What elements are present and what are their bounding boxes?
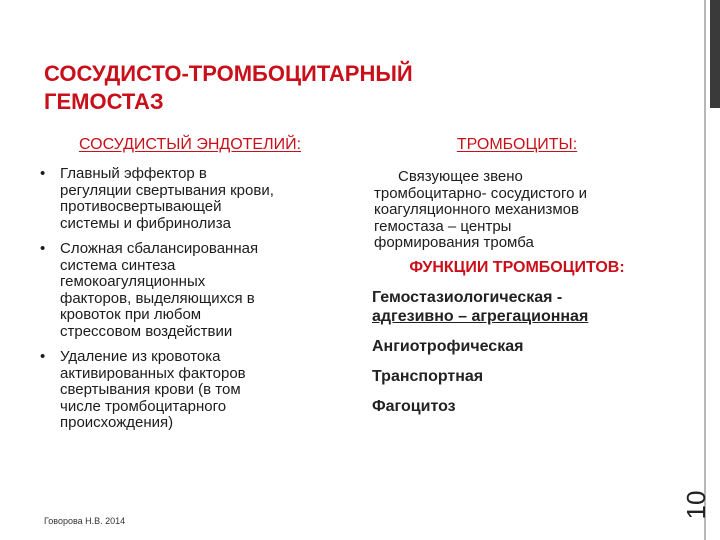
- bullet-item: [40, 241, 360, 340]
- title-line: ГЕМОСТАЗ: [44, 89, 164, 114]
- function-line: адгезивно – агрегационная: [372, 307, 589, 325]
- description-line: формирования тромба: [374, 234, 534, 251]
- endothelium-column: [40, 136, 360, 441]
- bullet-line: системы и фибринолиза: [60, 214, 231, 232]
- slide-title: [44, 60, 644, 116]
- platelets-column: [372, 136, 662, 416]
- bullet-line: система синтеза: [60, 256, 176, 274]
- footer-author: Говорова Н.В. 2014: [44, 516, 126, 526]
- bullet-dot: •: [40, 240, 46, 257]
- bullet-item: [40, 349, 360, 432]
- bullet-line: Главный эффектор в: [60, 165, 207, 182]
- endothelium-bullets: [40, 166, 360, 432]
- bullet-line: свертывания крови (в том: [60, 381, 241, 398]
- function-line: Гемостазиологическая -: [372, 288, 563, 306]
- function-transport: Транспортная: [372, 367, 484, 385]
- description-line: коагуляционного механизмов: [374, 201, 579, 218]
- function-phagocytosis: Фагоцитоз: [372, 397, 456, 415]
- bullet-line: кровоток при любом: [60, 306, 202, 323]
- description-line: тромбоцитарно- сосудистого и: [374, 184, 587, 202]
- bullet-line: противосвертывающей: [60, 198, 222, 215]
- function-hemostasiological: [372, 288, 662, 326]
- decorative-bar: [710, 0, 720, 108]
- description-line: Связующее звено: [398, 168, 523, 185]
- bullet-line: происхождения): [60, 414, 174, 431]
- function-angiotrophic: Ангиотрофическая: [372, 337, 524, 355]
- title-line: СОСУДИСТО-ТРОМБОЦИТАРНЫЙ: [44, 61, 413, 86]
- functions-heading: ФУНКЦИИ ТРОМБОЦИТОВ:: [409, 258, 625, 276]
- bullet-line: активированных факторов: [60, 364, 246, 382]
- bullet-line: Удаление из кровотока: [60, 348, 221, 365]
- bullet-line: стрессовом воздействии: [60, 322, 233, 340]
- bullet-line: Сложная сбалансированная: [60, 240, 259, 257]
- endothelium-heading: СОСУДИСТЫЙ ЭНДОТЕЛИЙ:: [78, 136, 302, 153]
- platelets-heading: ТРОМБОЦИТЫ:: [456, 136, 578, 153]
- bullet-line: регуляции свертывания крови,: [60, 181, 274, 199]
- description-line: гемостаза – центры: [374, 217, 512, 235]
- page-number: 10: [681, 490, 711, 520]
- bullet-dot: •: [40, 348, 46, 365]
- decorative-line: [704, 0, 706, 540]
- bullet-line: гемокоагуляционных: [60, 273, 206, 290]
- bullet-item: [40, 166, 360, 232]
- bullet-line: числе тромбоцитарного: [60, 397, 227, 415]
- bullet-dot: •: [40, 165, 46, 182]
- platelets-description: [372, 169, 662, 252]
- bullet-line: факторов, выделяющихся в: [60, 289, 255, 307]
